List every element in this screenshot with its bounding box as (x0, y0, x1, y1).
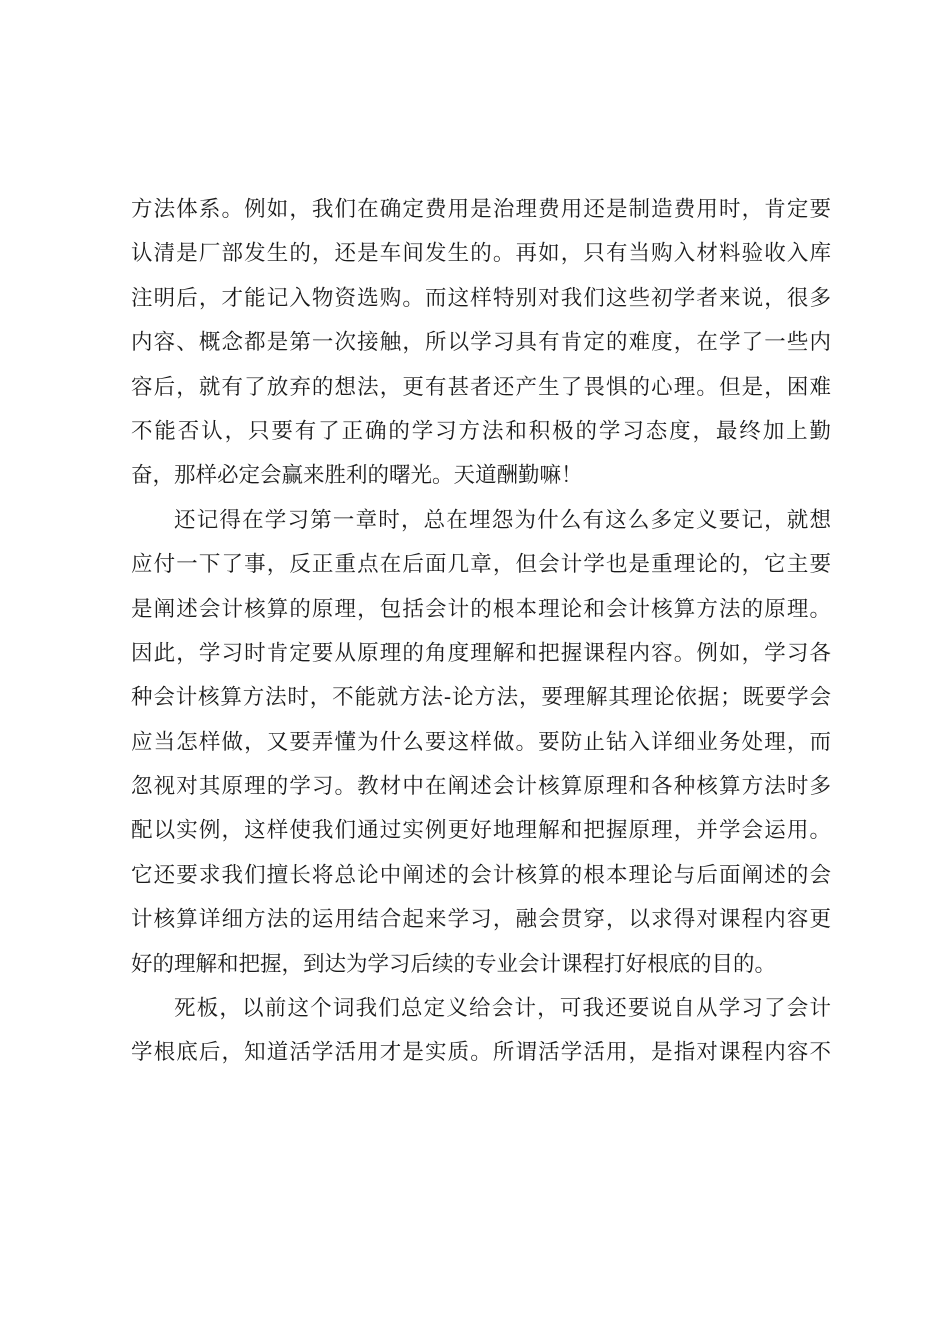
text-line: 奋，那样必定会赢来胜利的曙光。天道酬勤嘛！ (131, 463, 583, 489)
text-line: 种会计核算方法时，不能就方法-论方法，要理解其理论依据；既要学会 (131, 685, 831, 711)
text-line: 它还要求我们擅长将总论中阐述的会计核算的根本理论与后面阐述的会 (131, 862, 831, 888)
text-line: 应当怎样做，又要弄懂为什么要这样做。要防止钻入详细业务处理，而 (131, 729, 831, 755)
text-line: 配以实例，这样使我们通过实例更好地理解和把握原理，并学会运用。 (131, 818, 831, 844)
document-body (131, 188, 831, 1076)
text-line: 计核算详细方法的运用结合起来学习，融会贯穿，以求得对课程内容更 (131, 907, 831, 933)
text-line: 死板，以前这个词我们总定义给会计，可我还要说自从学习了会计 (174, 996, 831, 1022)
text-line: 学根底后，知道活学活用才是实质。所谓活学活用，是指对课程内容不 (131, 1040, 831, 1066)
text-line: 忽视对其原理的学习。教材中在阐述会计核算原理和各种核算方法时多 (131, 774, 831, 800)
text-line: 应付一下了事，反正重点在后面几章，但会计学也是重理论的，它主要 (131, 552, 831, 578)
text-line: 好的理解和把握，到达为学习后续的专业会计课程打好根底的目的。 (131, 951, 777, 977)
paragraph (131, 188, 831, 499)
text-line: 是阐述会计核算的原理，包括会计的根本理论和会计核算方法的原理。 (131, 596, 831, 622)
text-line: 认清是厂部发生的，还是车间发生的。再如，只有当购入材料验收入库 (131, 241, 831, 267)
text-line: 因此，学习时肯定要从原理的角度理解和把握课程内容。例如，学习各 (131, 640, 831, 666)
paragraph (131, 499, 831, 987)
paragraph (131, 987, 831, 1076)
text-line: 容后，就有了放弃的想法，更有甚者还产生了畏惧的心理。但是，困难 (131, 374, 831, 400)
text-line: 注明后，才能记入物资选购。而这样特别对我们这些初学者来说，很多 (131, 285, 831, 311)
text-line: 不能否认，只要有了正确的学习方法和积极的学习态度，最终加上勤 (131, 418, 831, 444)
text-line: 方法体系。例如，我们在确定费用是治理费用还是制造费用时，肯定要 (131, 197, 831, 222)
text-line: 还记得在学习第一章时，总在埋怨为什么有这么多定义要记，就想 (174, 507, 831, 533)
text-line: 内容、概念都是第一次接触，所以学习具有肯定的难度，在学了一些内 (131, 330, 831, 356)
